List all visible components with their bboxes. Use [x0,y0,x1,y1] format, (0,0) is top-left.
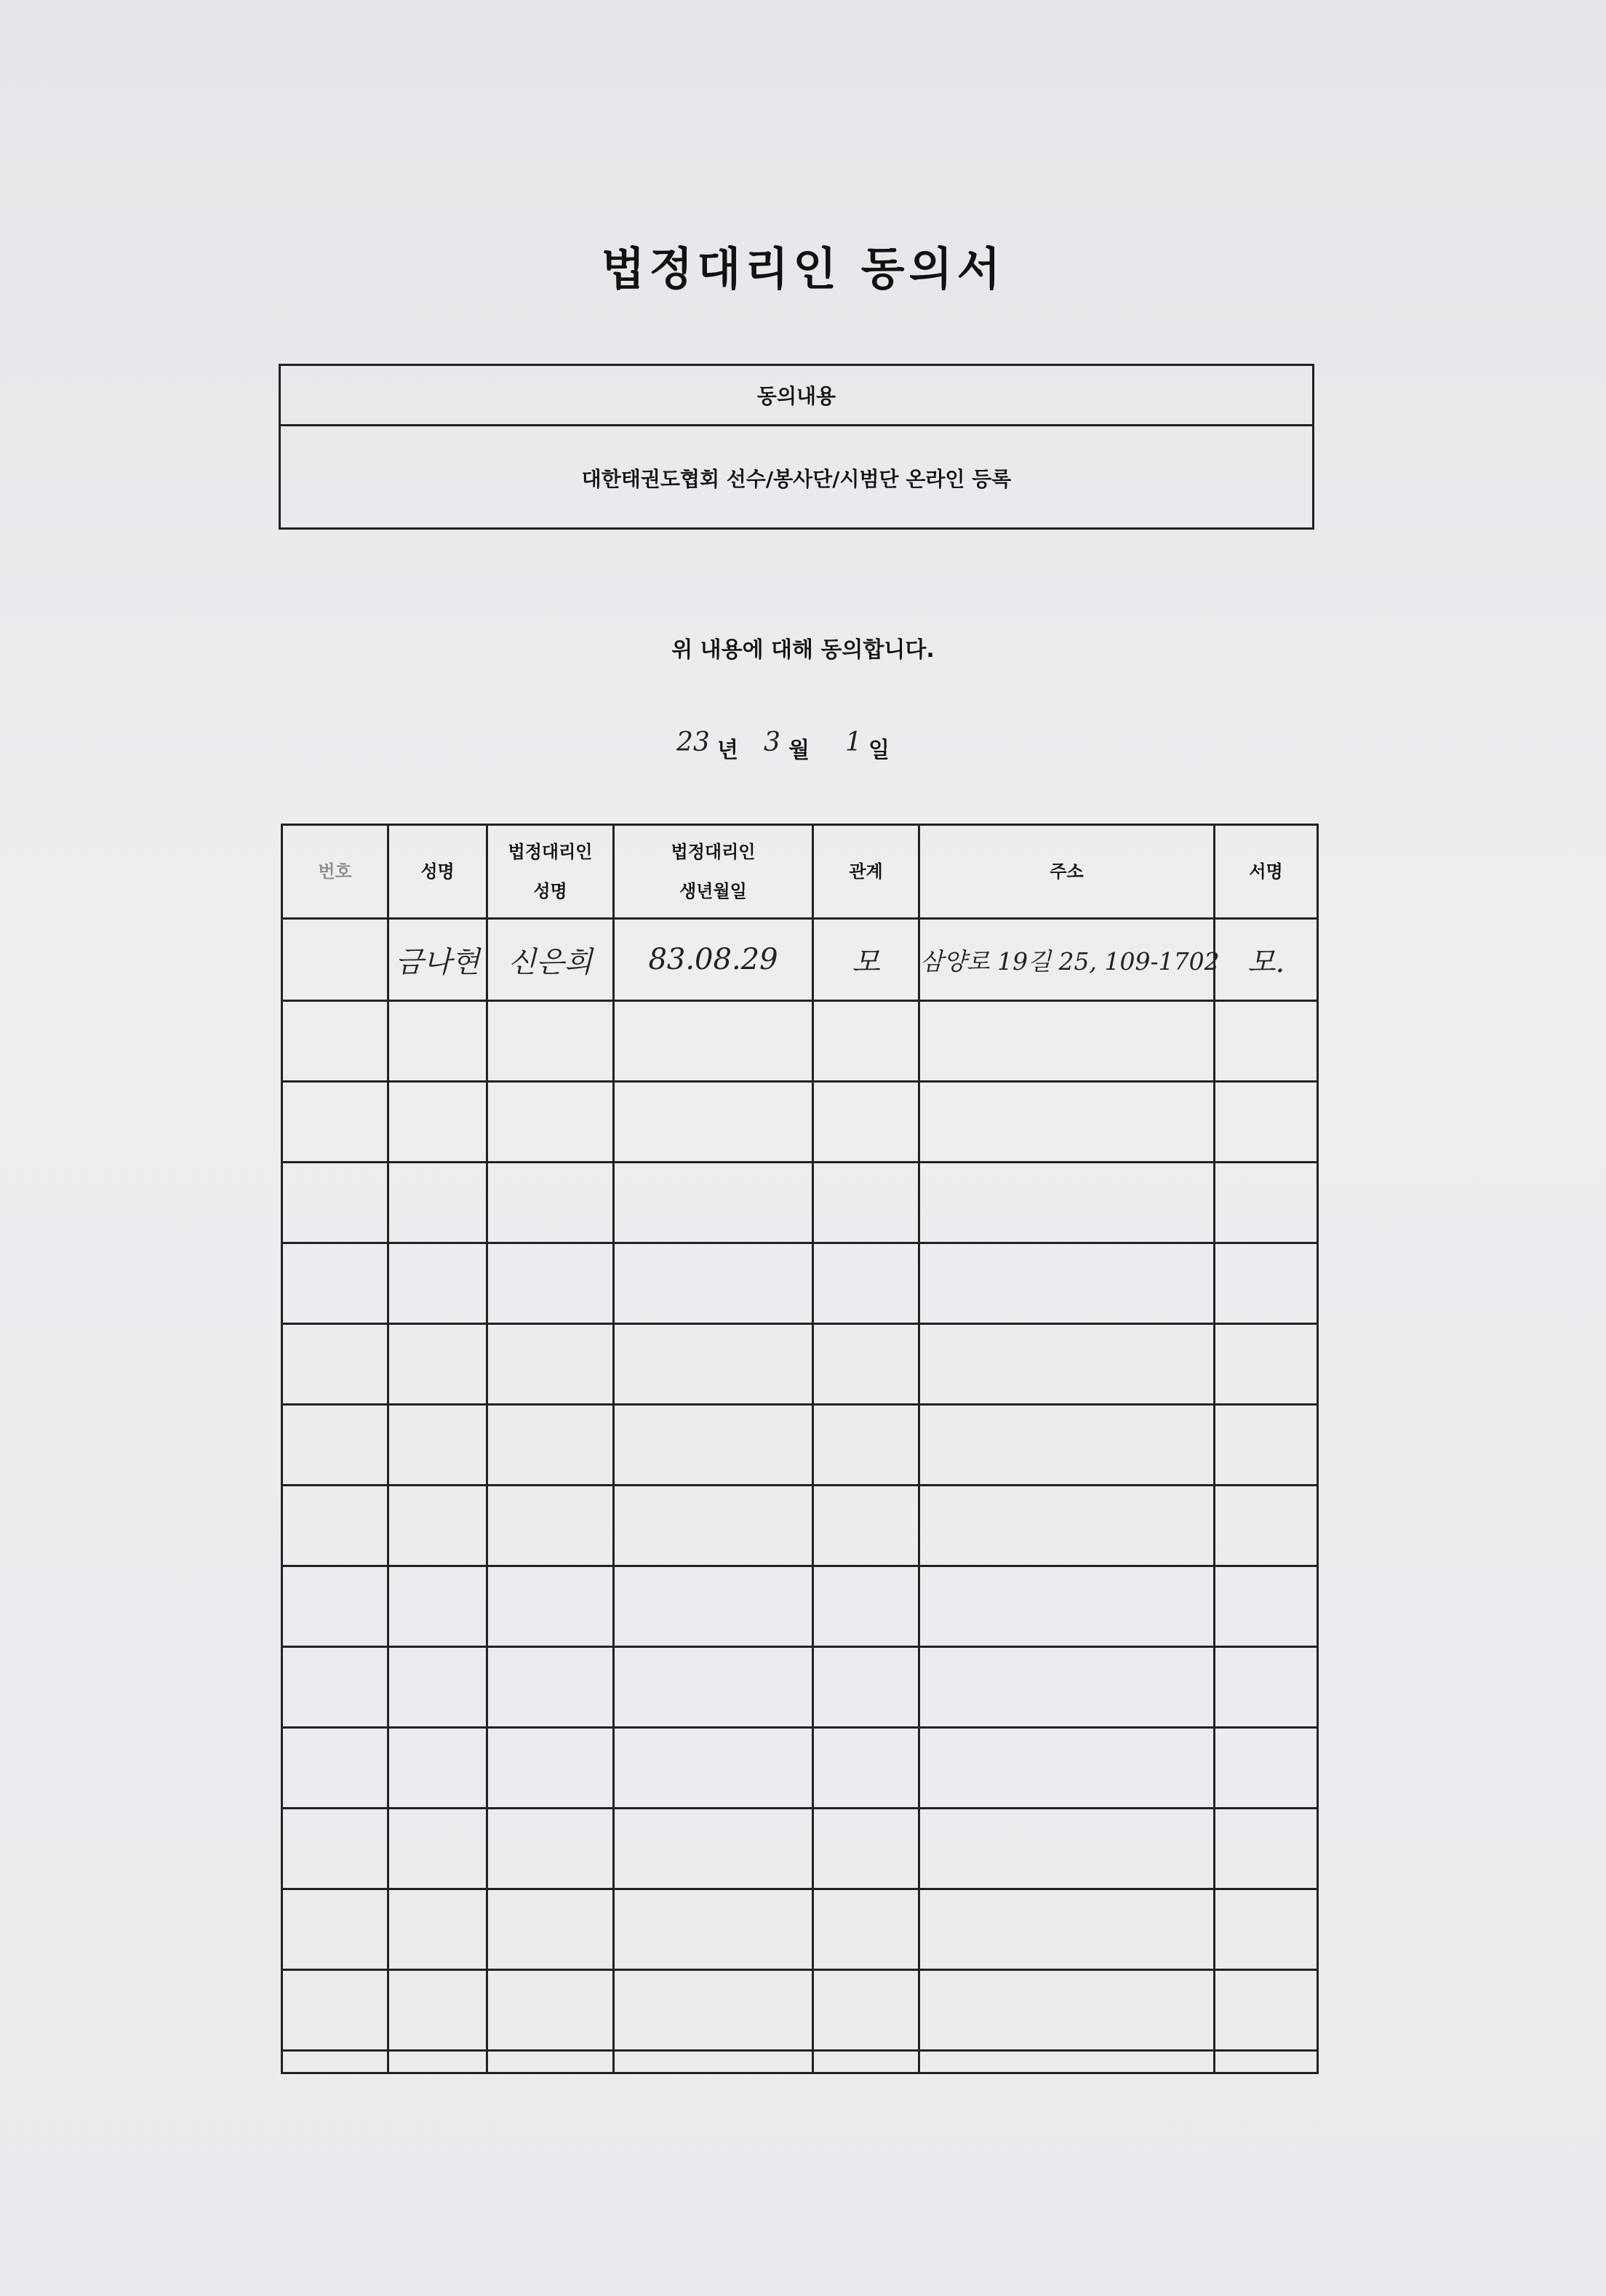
empty-cell [813,1889,919,1970]
empty-cell [614,1486,813,1566]
empty-cell [813,1163,919,1243]
empty-cell [614,2051,813,2073]
empty-cell [282,1243,388,1324]
row-guardian-name-cell: 신은희 [487,919,614,1001]
empty-cell [282,1324,388,1405]
table-row-empty [282,1243,1318,1324]
empty-cell [282,2051,388,2073]
empty-cell [487,1566,614,1647]
empty-cell [282,1970,388,2051]
header-guardian-birth-line2: 생년월일 [679,881,747,901]
empty-cell [487,1889,614,1970]
empty-cell [282,1082,388,1163]
empty-cell [813,1082,919,1163]
table-row-empty [282,1647,1318,1728]
empty-cell [282,1889,388,1970]
consent-content-text: 대한태권도협회 선수/봉사단/시범단 온라인 등록 [581,467,1012,491]
empty-cell [919,1970,1215,2051]
empty-cell [614,1809,813,1889]
empty-cell [919,1405,1215,1486]
table-header-row [282,825,1318,919]
empty-cell [487,1082,614,1163]
empty-cell [614,1243,813,1324]
empty-cell [614,1728,813,1809]
empty-cell [1215,1566,1318,1647]
table-row-empty [282,1809,1318,1889]
empty-cell [919,1001,1215,1082]
row-guardian-birth-cell: 83.08.29 [614,919,813,1001]
empty-cell [487,1647,614,1728]
empty-cell [614,1163,813,1243]
empty-cell [1215,1243,1318,1324]
table-row-empty [282,1324,1318,1405]
empty-cell [282,1486,388,1566]
empty-cell [388,1324,487,1405]
empty-cell [487,1970,614,2051]
header-guardian-name-line2: 성명 [533,881,567,901]
date-year-value: 23 [676,728,710,757]
table-row-empty [282,1486,1318,1566]
empty-cell [487,1486,614,1566]
empty-cell [1215,2051,1318,2073]
date-year-unit: 년 [717,738,738,763]
row-signature-cell: 모. [1215,919,1318,1001]
guardian-roster-table [281,824,1319,2074]
empty-cell [1215,1405,1318,1486]
header-guardian-name-line1: 법정대리인 [508,842,593,862]
header-guardian-birth-line1: 법정대리인 [671,842,756,862]
empty-cell [813,1243,919,1324]
date-day-value: 1 [845,728,862,757]
empty-cell [282,1647,388,1728]
empty-cell [388,1405,487,1486]
empty-cell [919,1082,1215,1163]
table-row-empty [282,1728,1318,1809]
empty-cell [282,1405,388,1486]
empty-cell [919,1889,1215,1970]
header-guardian-birth [614,825,813,919]
empty-cell [813,1324,919,1405]
empty-cell [1215,1970,1318,2051]
empty-cell [282,1809,388,1889]
empty-cell [1215,1082,1318,1163]
empty-cell [813,1405,919,1486]
empty-cell [614,1566,813,1647]
table-row-empty [282,1566,1318,1647]
empty-cell [1215,1647,1318,1728]
empty-cell [282,1001,388,1082]
empty-cell [388,1647,487,1728]
document-title: 법정대리인 동의서 [601,242,1005,295]
empty-cell [388,1970,487,2051]
empty-cell [487,1405,614,1486]
empty-cell [388,1809,487,1889]
empty-cell [614,1001,813,1082]
empty-cell [388,1486,487,1566]
empty-cell [487,1728,614,1809]
date-day-unit: 일 [868,738,890,763]
header-name: 성명 [388,825,487,919]
empty-cell [282,1163,388,1243]
empty-cell [487,2051,614,2073]
empty-cell [487,1163,614,1243]
empty-cell [388,1728,487,1809]
table-row-empty [282,1001,1318,1082]
empty-cell [282,1566,388,1647]
row-number-cell [282,919,388,1001]
empty-cell [614,1082,813,1163]
date-month-value: 3 [764,728,780,757]
empty-cell [813,1486,919,1566]
header-guardian-name [487,825,614,919]
table-row-empty [282,1082,1318,1163]
date-line [669,728,960,771]
empty-cell [813,1647,919,1728]
header-address: 주소 [919,825,1215,919]
empty-cell [614,1405,813,1486]
empty-cell [1215,1809,1318,1889]
table-row-empty [282,1970,1318,2051]
row-address-cell: 삼양로 19길 25, 109-1702 [919,919,1215,1001]
date-month-unit: 월 [788,738,810,763]
empty-cell [388,1889,487,1970]
empty-cell [487,1324,614,1405]
empty-cell [1215,1324,1318,1405]
empty-cell [919,2051,1215,2073]
table-row-stub [282,2051,1318,2073]
empty-cell [1215,1728,1318,1809]
table-row-empty [282,1163,1318,1243]
empty-cell [614,1970,813,2051]
row-name-cell: 금나현 [388,919,487,1001]
empty-cell [919,1324,1215,1405]
empty-cell [1215,1889,1318,1970]
empty-cell [919,1566,1215,1647]
header-signature: 서명 [1215,825,1318,919]
empty-cell [813,1001,919,1082]
table-row-empty [282,1405,1318,1486]
empty-cell [614,1889,813,1970]
empty-cell [614,1647,813,1728]
agree-statement: 위 내용에 대해 동의합니다. [671,637,935,663]
table-row [282,919,1318,1001]
empty-cell [388,1163,487,1243]
empty-cell [388,1566,487,1647]
consent-content-box [279,364,1314,530]
empty-cell [1215,1001,1318,1082]
empty-cell [813,1809,919,1889]
empty-cell [813,2051,919,2073]
header-number: 번호 [282,825,388,919]
empty-cell [919,1243,1215,1324]
empty-cell [388,1001,487,1082]
empty-cell [487,1243,614,1324]
empty-cell [813,1728,919,1809]
empty-cell [919,1647,1215,1728]
empty-cell [487,1809,614,1889]
empty-cell [919,1728,1215,1809]
empty-cell [388,2051,487,2073]
empty-cell [813,1970,919,2051]
header-relation: 관계 [813,825,919,919]
empty-cell [919,1809,1215,1889]
consent-content-header: 동의내용 [281,366,1312,426]
empty-cell [282,1728,388,1809]
empty-cell [1215,1163,1318,1243]
empty-cell [813,1566,919,1647]
row-relation-cell: 모 [813,919,919,1001]
table-row-empty [282,1889,1318,1970]
empty-cell [388,1082,487,1163]
empty-cell [919,1486,1215,1566]
empty-cell [1215,1486,1318,1566]
empty-cell [487,1001,614,1082]
empty-cell [614,1324,813,1405]
empty-cell [919,1163,1215,1243]
empty-cell [388,1243,487,1324]
